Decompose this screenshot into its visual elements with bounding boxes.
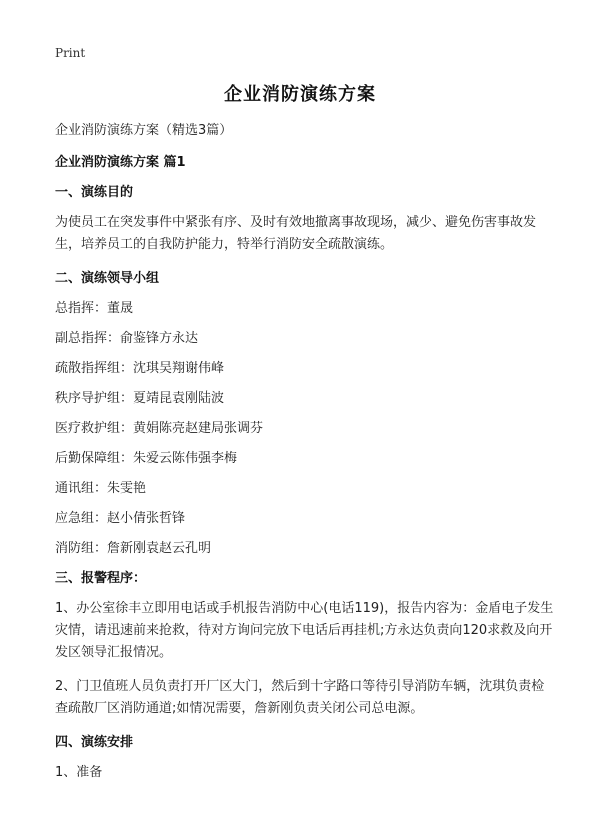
section-paragraph-purpose: 为使员工在突发事件中紧张有序、及时有效地撤离事故现场，减少、避免伤害事故发生，培养员工的自我防护能力，特举行消防安全疏散演练。 (55, 215, 537, 252)
document-title: 企业消防演练方案 (224, 84, 376, 105)
arrangement-item: 1、准备 (55, 765, 103, 780)
section-heading-purpose: 一、演练目的 (55, 185, 134, 200)
leader-item: 总指挥：董晟 (55, 301, 134, 316)
alarm-paragraph: 2、门卫值班人员负责打开厂区大门，然后到十字路口等待引导消防车辆，沈琪负责检查疏散厂区消防通道;如情况需要，詹新刚负责关闭公司总电源。 (55, 679, 545, 716)
leader-item: 医疗救护组：黄娟陈亮赵建局张调芬 (55, 421, 264, 436)
leader-item: 秩序导护组：夏靖昆袁刚陆波 (55, 391, 225, 406)
leader-item: 后勤保障组：朱爱云陈伟强李梅 (55, 451, 238, 466)
leader-item: 疏散指挥组：沈琪吴翔谢伟峰 (55, 361, 225, 376)
document-content (55, 120, 555, 792)
leader-item: 应急组：赵小倩张哲锋 (55, 511, 186, 526)
leader-item: 通讯组：朱雯艳 (55, 481, 147, 496)
document-subtitle: 企业消防演练方案（精选3篇） (55, 123, 233, 138)
print-label: Print (55, 46, 86, 60)
alarm-paragraph: 1、办公室徐丰立即用电话或手机报告消防中心(电话119)，报告内容为：金盾电子发生灾情，请迅速前来抢救，待对方询问完放下电话后再挂机;方永达负责向120求救及向开发区领导汇报情况。 (55, 601, 554, 660)
article-heading: 企业消防演练方案 篇1 (55, 155, 186, 170)
section-heading-alarm: 三、报警程序： (55, 571, 147, 586)
leader-item: 消防组：詹新刚袁赵云孔明 (55, 541, 212, 556)
section-heading-leadership: 二、演练领导小组 (55, 271, 160, 286)
section-heading-arrangement: 四、演练安排 (55, 735, 134, 750)
leader-item: 副总指挥：俞鉴锋方永达 (55, 331, 199, 346)
